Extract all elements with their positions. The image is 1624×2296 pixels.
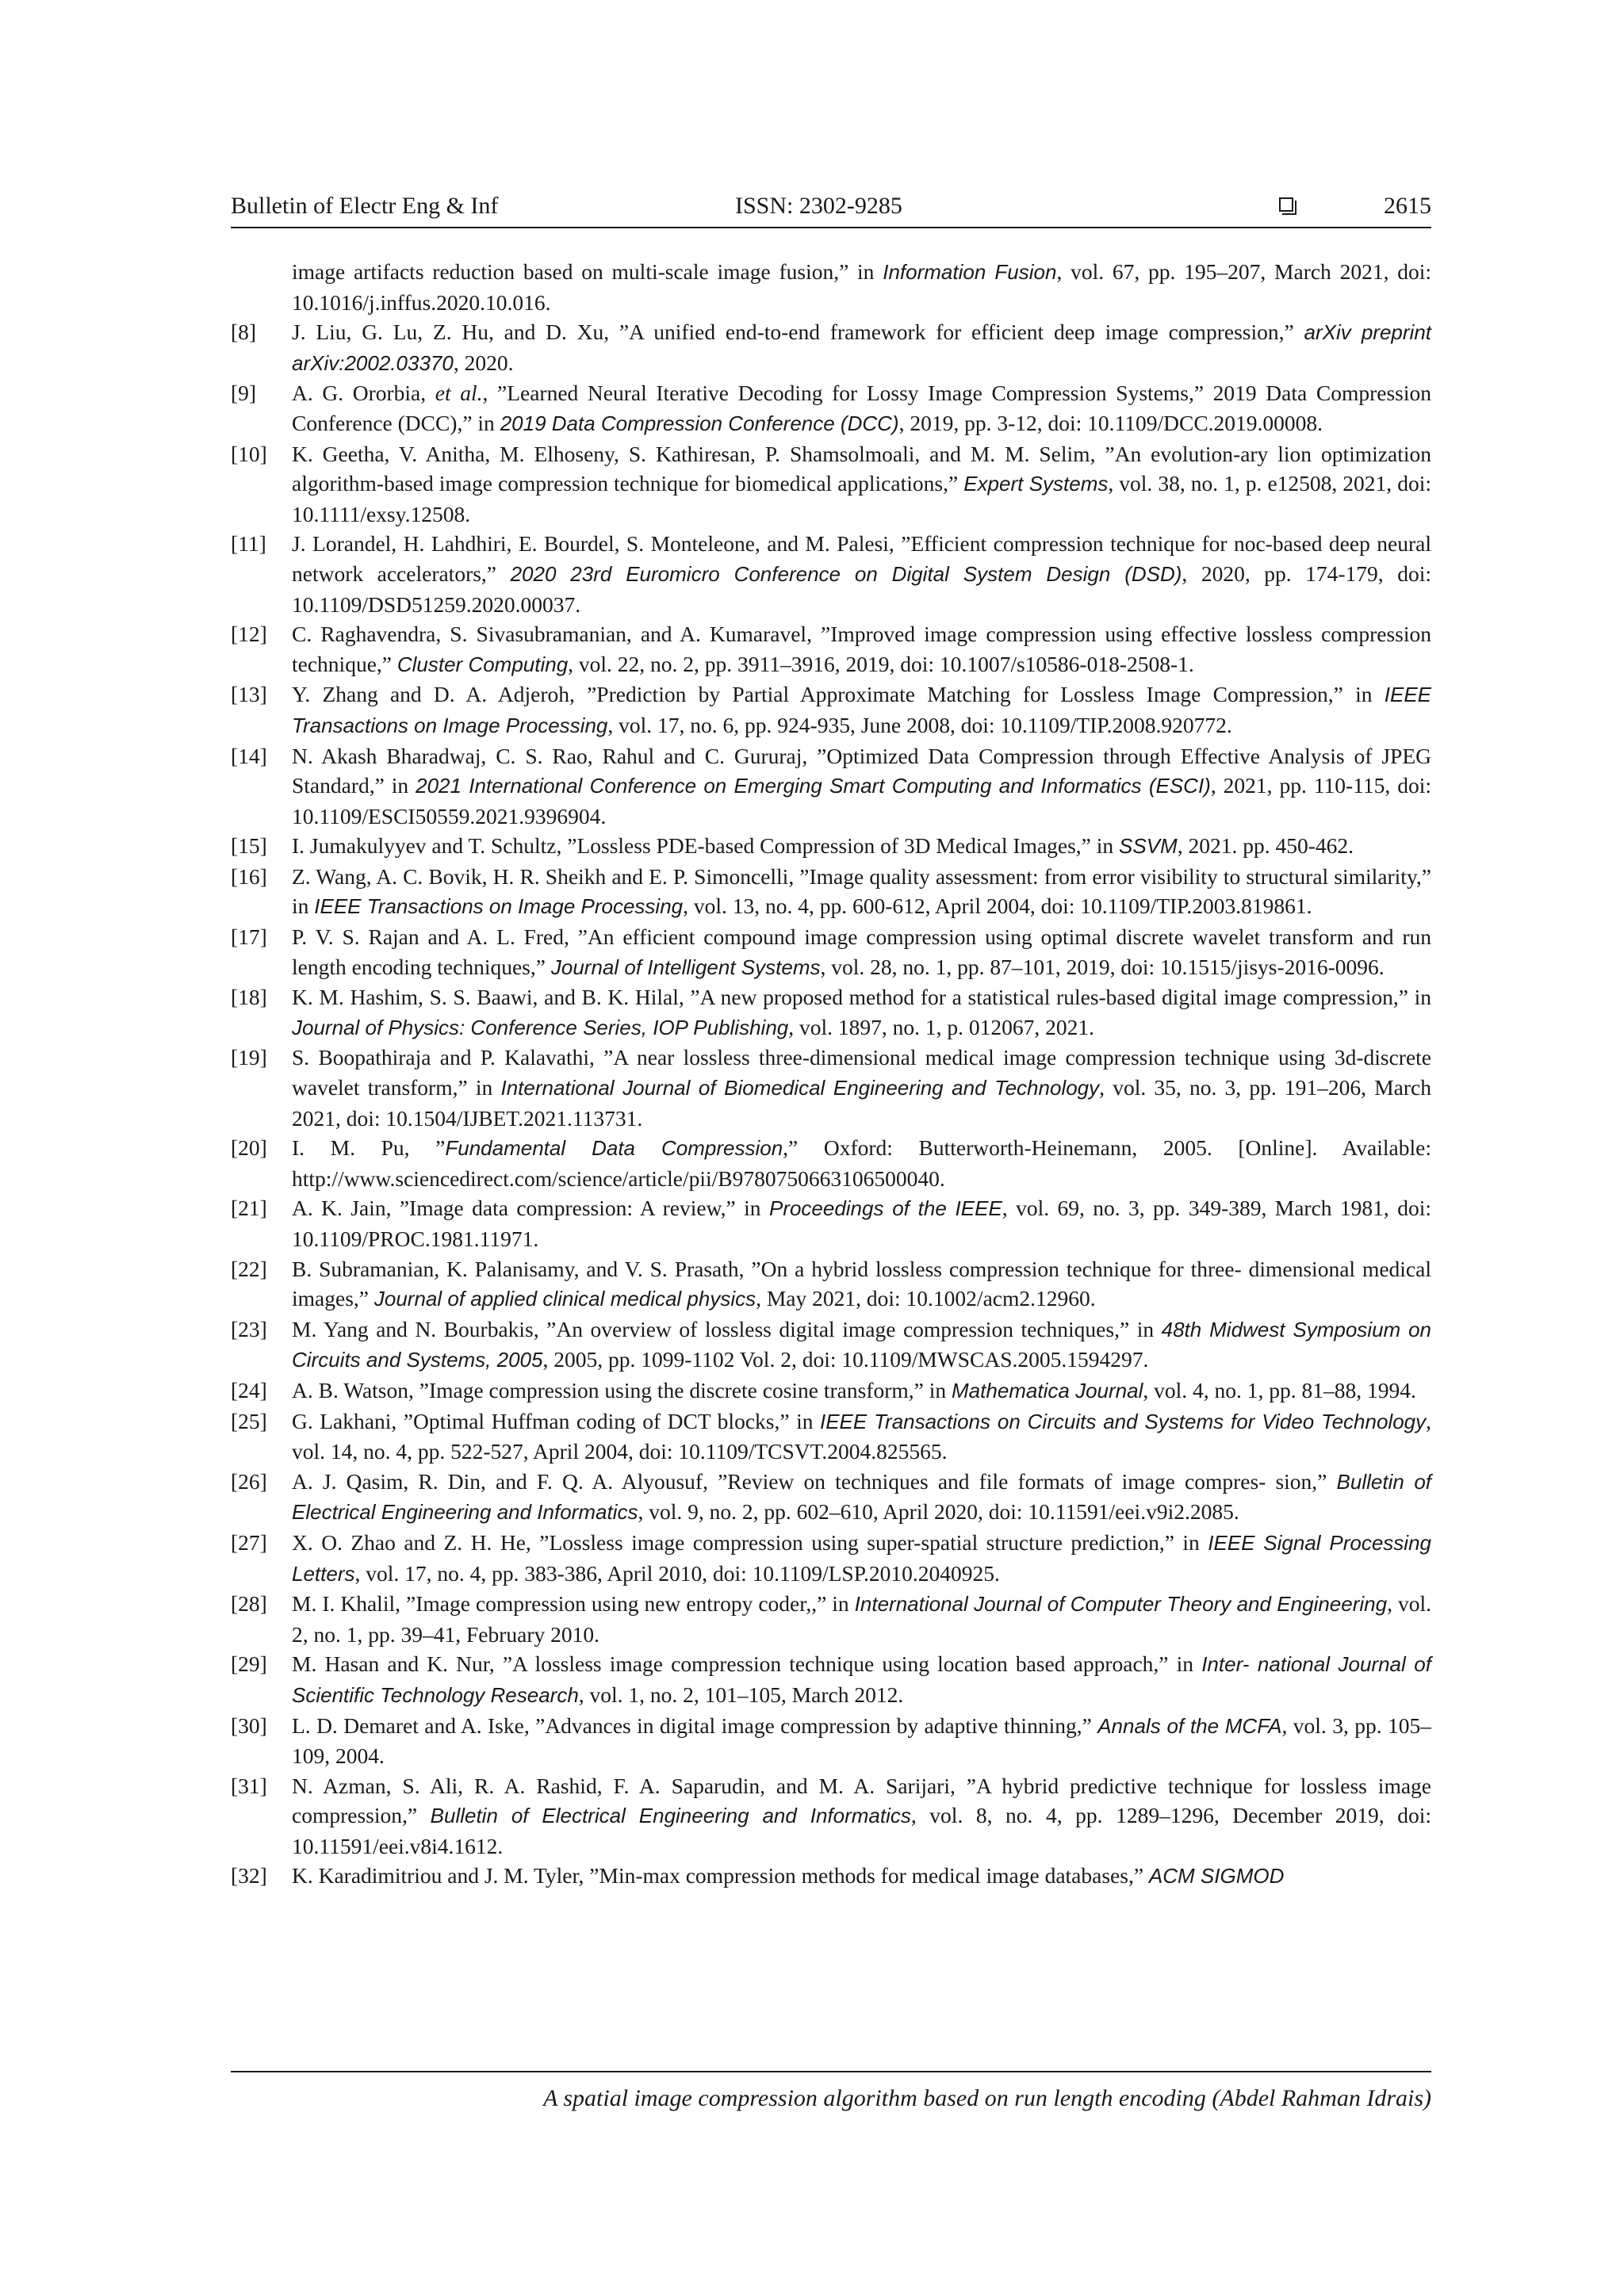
reference-18 bbox=[231, 982, 1431, 1043]
reference-list bbox=[231, 257, 1431, 1892]
reference-26 bbox=[231, 1467, 1431, 1528]
reference-20 bbox=[231, 1133, 1431, 1193]
reference-venue: Information Fusion bbox=[883, 260, 1057, 284]
reference-text: M. Hasan and K. Nur, ”A lossless image compression technique using location based approach,” in bbox=[292, 1651, 1202, 1677]
reference-venue: IEEE Transactions on Circuits and Systems for Video Technology bbox=[819, 1409, 1427, 1433]
reference-text: , vol. 35, no. 3, pp. 191–206, March 2021, doi: 10.1504/IJBET.2021.113731. bbox=[292, 1075, 1431, 1131]
reference-14 bbox=[231, 741, 1431, 832]
reference-text: N. Azman, S. Ali, R. A. Rashid, F. A. Saparudin, and M. A. Sarijari, ”A hybrid predictive technique for lossless image compression,” bbox=[292, 1773, 1431, 1828]
reference-number: [16] bbox=[231, 863, 267, 889]
reference-number: [14] bbox=[231, 743, 267, 768]
reference-19 bbox=[231, 1043, 1431, 1133]
reference-number: [29] bbox=[231, 1651, 267, 1677]
reference-venue: 48th Midwest Symposium on Circuits and Systems, 2005 bbox=[292, 1317, 1431, 1372]
reference-text: , May 2021, doi: 10.1002/acm2.12960. bbox=[756, 1286, 1096, 1311]
reference-text: image artifacts reduction based on multi-scale image fusion,” in bbox=[292, 259, 883, 284]
reference-venue: Annals of the MCFA bbox=[1097, 1713, 1282, 1738]
reference-text: P. V. S. Rajan and A. L. Fred, ”An efficient compound image compression using optimal discrete wavelet transform and run length encoding techniques,” bbox=[292, 924, 1431, 979]
reference-number: [23] bbox=[231, 1316, 267, 1341]
reference-32 bbox=[231, 1861, 1431, 1892]
reference-venue: International Journal of Biomedical Engineering and Technology bbox=[500, 1076, 1100, 1100]
reference-text: K. Geetha, V. Anitha, M. Elhoseny, S. Kathiresan, P. Shamsolmoali, and M. M. Selim, ”An evolution-ary lion optimization algorithm-based image compression technique for biomedical applications,” bbox=[292, 441, 1431, 496]
reference-22 bbox=[231, 1254, 1431, 1314]
reference-text: , vol. 69, no. 3, pp. 349-389, March 1981, doi: 10.1109/PROC.1981.11971. bbox=[292, 1196, 1431, 1251]
reference-text: I. Jumakulyyev and T. Schultz, ”Lossless PDE-based Compression of 3D Medical Images,” in bbox=[292, 833, 1120, 859]
reference-text: , vol. 1897, no. 1, p. 012067, 2021. bbox=[788, 1014, 1094, 1039]
reference-text: M. I. Khalil, ”Image compression using new entropy coder,,” in bbox=[292, 1591, 855, 1617]
reference-number: [22] bbox=[231, 1256, 267, 1281]
reference-venue: Journal of Intelligent Systems bbox=[550, 955, 821, 979]
reference-text: , vol. 13, no. 4, pp. 600-612, April 2004, doi: 10.1109/TIP.2003.819861. bbox=[683, 894, 1312, 919]
reference-venue: IEEE Signal Processing Letters bbox=[292, 1530, 1431, 1586]
reference-number: [13] bbox=[231, 682, 267, 707]
reference-number: [26] bbox=[231, 1468, 267, 1494]
reference-text: A. K. Jain, ”Image data compression: A review,” in bbox=[292, 1196, 769, 1221]
reference-venue: Fundamental Data Compression bbox=[445, 1136, 783, 1161]
reference-text: G. Lakhani, ”Optimal Huffman coding of DCT blocks,” in bbox=[292, 1408, 820, 1433]
reference-text: K. M. Hashim, S. S. Baawi, and B. K. Hilal, ”A new proposed method for a statistical rules-based digital image compression,” in bbox=[292, 985, 1431, 1010]
reference-text: L. D. Demaret and A. Iske, ”Advances in digital image compression by adaptive thinning,” bbox=[292, 1712, 1098, 1738]
reference-venue: Bulletin of Electrical Engineering and Informatics bbox=[430, 1804, 911, 1828]
reference-continuation bbox=[292, 257, 1431, 317]
reference-venue: Journal of applied clinical medical physics bbox=[373, 1287, 756, 1311]
reference-venue: Expert Systems bbox=[963, 472, 1109, 496]
footer-rule bbox=[231, 2071, 1431, 2072]
reference-venue: Journal of Physics: Conference Series, IOP Publishing bbox=[292, 1015, 789, 1039]
reference-venue: 2020 23rd Euromicro Conference on Digital System Design (DSD) bbox=[510, 561, 1182, 586]
reference-text: ,” Oxford: Butterworth-Heinemann, 2005. [Online]. Available: http://www.sciencedirect.com/science/article/pii/B9780750663106500040. bbox=[292, 1135, 1431, 1191]
reference-28 bbox=[231, 1589, 1431, 1649]
reference-number: [27] bbox=[231, 1529, 267, 1555]
reference-text: , 2021, pp. 110-115, doi: 10.1109/ESCI50559.2021.9396904. bbox=[292, 773, 1431, 828]
reference-text: , vol. 3, pp. 105–109, 2004. bbox=[292, 1712, 1432, 1769]
reference-text: , vol. 4, no. 1, pp. 81–88, 1994. bbox=[1143, 1377, 1416, 1402]
reference-number: [20] bbox=[231, 1135, 267, 1161]
reference-number: [9] bbox=[231, 381, 257, 406]
reference-venue: ACM SIGMOD bbox=[1148, 1864, 1285, 1888]
reference-text: A. G. Ororbia, bbox=[292, 381, 435, 406]
reference-number: [19] bbox=[231, 1045, 267, 1070]
reference-29 bbox=[231, 1649, 1431, 1710]
reference-text: Z. Wang, A. C. Bovik, H. R. Sheikh and E. P. Simoncelli, ”Image quality assessment: from error visibility to structural similarity,” in bbox=[292, 863, 1431, 919]
reference-text: X. O. Zhao and Z. H. He, ”Lossless image compression using super-spatial structure prediction,” in bbox=[292, 1529, 1208, 1555]
reference-text: , 2020. bbox=[453, 350, 514, 375]
reference-venue: arXiv preprint arXiv:2002.03370 bbox=[292, 320, 1432, 375]
reference-venue: SSVM bbox=[1119, 834, 1178, 859]
running-title: A spatial image compression algorithm based on run length encoding (Abdel Rahman Idrais) bbox=[543, 2085, 1431, 2111]
reference-text: A. J. Qasim, R. Din, and F. Q. A. Alyousuf, ”Review on techniques and file formats of image compres- sion,” bbox=[292, 1468, 1337, 1494]
header-rule bbox=[231, 227, 1431, 228]
reference-number: [8] bbox=[231, 320, 257, 345]
reference-text: , vol. 67, pp. 195–207, March 2021, doi: 10.1016/j.inffus.2020.10.016. bbox=[292, 259, 1431, 315]
reference-text: A. B. Watson, ”Image compression using the discrete cosine transform,” in bbox=[292, 1377, 952, 1402]
reference-text: J. Liu, G. Lu, Z. Hu, and D. Xu, ”A unified end-to-end framework for efficient deep image compression,” bbox=[292, 320, 1304, 345]
reference-23 bbox=[231, 1314, 1431, 1376]
reference-text: , vol. 22, no. 2, pp. 3911–3916, 2019, doi: 10.1007/s10586-018-2508-1. bbox=[568, 651, 1194, 676]
reference-17 bbox=[231, 922, 1431, 982]
reference-31 bbox=[231, 1771, 1431, 1862]
page-header bbox=[231, 190, 1431, 228]
reference-text: Y. Zhang and D. A. Adjeroh, ”Prediction by Partial Approximate Matching for Lossless Image Compression,” in bbox=[292, 682, 1385, 707]
reference-text: , 2019, pp. 3-12, doi: 10.1109/DCC.2019.00008. bbox=[898, 410, 1323, 435]
reference-text: , vol. 17, no. 4, pp. 383-386, April 2010, doi: 10.1109/LSP.2010.2040925. bbox=[354, 1560, 1000, 1586]
reference-number: [32] bbox=[231, 1863, 267, 1888]
reference-text: , 2005, pp. 1099-1102 Vol. 2, doi: 10.1109/MWSCAS.2005.1594297. bbox=[542, 1347, 1149, 1372]
reference-12 bbox=[231, 619, 1431, 679]
reference-13 bbox=[231, 679, 1431, 740]
reference-text: , vol. 38, no. 1, p. e12508, 2021, doi: 10.1111/exsy.12508. bbox=[292, 471, 1431, 526]
reference-number: [10] bbox=[231, 441, 267, 466]
page-number: 2615 bbox=[1384, 193, 1431, 219]
reference-venue: IEEE Transactions on Image Processing bbox=[292, 683, 1431, 737]
reference-text: , vol. 17, no. 6, pp. 924-935, June 2008, doi: 10.1109/TIP.2008.920772. bbox=[607, 712, 1232, 737]
reference-11 bbox=[231, 529, 1431, 619]
reference-24 bbox=[231, 1376, 1431, 1406]
reference-21 bbox=[231, 1193, 1431, 1253]
reference-venue: Proceedings of the IEEE bbox=[768, 1196, 1002, 1221]
reference-text: M. Yang and N. Bourbakis, ”An overview of lossless digital image compression techniques,” in bbox=[292, 1316, 1162, 1341]
reference-10 bbox=[231, 439, 1431, 530]
reference-text: K. Karadimitriou and J. M. Tyler, ”Min-max compression methods for medical image databases,” bbox=[292, 1863, 1149, 1888]
reference-number: [17] bbox=[231, 924, 267, 950]
reference-text: C. Raghavendra, S. Sivasubramanian, and A. Kumaravel, ”Improved image compression using effective lossless compression technique,” bbox=[292, 622, 1431, 676]
reference-text: , vol. 8, no. 4, pp. 1289–1296, December 2019, doi: 10.11591/eei.v8i4.1612. bbox=[292, 1803, 1431, 1858]
reference-8 bbox=[231, 317, 1431, 378]
reference-text: S. Boopathiraja and P. Kalavathi, ”A near lossless three-dimensional medical image compression technique using 3d-discrete wavelet transform,” in bbox=[292, 1045, 1431, 1100]
reference-venue: Inter- national Journal of Scientific Technology Research bbox=[292, 1652, 1431, 1707]
reference-9 bbox=[231, 378, 1431, 438]
reference-et-al: et al. bbox=[435, 381, 483, 406]
reference-text: , ”Learned Neural Iterative Decoding for Lossy Image Compression Systems,” 2019 Data Compression Conference (DCC),” in bbox=[292, 381, 1431, 435]
reference-number: [30] bbox=[231, 1712, 267, 1738]
reference-text: , vol. 14, no. 4, pp. 522-527, April 2004, doi: 10.1109/TCSVT.2004.825565. bbox=[292, 1408, 1431, 1464]
reference-16 bbox=[231, 862, 1431, 922]
reference-number: [12] bbox=[231, 622, 267, 647]
reference-venue: Mathematica Journal bbox=[952, 1378, 1143, 1402]
reference-venue: Bulletin of Electrical Engineering and Informatics bbox=[292, 1469, 1431, 1525]
reference-number: [21] bbox=[231, 1196, 267, 1221]
reference-venue: Cluster Computing bbox=[396, 652, 569, 676]
reference-25 bbox=[231, 1406, 1431, 1467]
reference-27 bbox=[231, 1528, 1431, 1589]
reference-30 bbox=[231, 1711, 1431, 1771]
reference-venue: 2019 Data Compression Conference (DCC) bbox=[500, 411, 899, 435]
reference-text: B. Subramanian, K. Palanisamy, and V. S. Prasath, ”On a hybrid lossless compression technique for three- dimensional medical images,” bbox=[292, 1256, 1431, 1311]
reference-text: , vol. 2, no. 1, pp. 39–41, February 2010. bbox=[292, 1591, 1431, 1647]
reference-number: [15] bbox=[231, 833, 267, 859]
reference-text: J. Lorandel, H. Lahdhiri, E. Bourdel, S. Monteleone, and M. Palesi, ”Efficient compression technique for noc-based deep neural network accelerators,” bbox=[292, 531, 1431, 586]
reference-number: [31] bbox=[231, 1773, 267, 1798]
reference-text: N. Akash Bharadwaj, C. S. Rao, Rahul and C. Gururaj, ”Optimized Data Compression through Effective Analysis of JPEG Standard,” in bbox=[292, 743, 1431, 798]
reference-15 bbox=[231, 831, 1431, 862]
reference-venue: 2021 International Conference on Emerging Smart Computing and Informatics (ESCI) bbox=[416, 774, 1211, 798]
reference-number: [28] bbox=[231, 1591, 267, 1617]
reference-text: , vol. 28, no. 1, pp. 87–101, 2019, doi: 10.1515/jisys-2016-0096. bbox=[820, 954, 1385, 979]
journal-name: Bulletin of Electr Eng & Inf bbox=[231, 193, 499, 219]
issn: ISSN: 2302-9285 bbox=[735, 193, 902, 219]
reference-number: [24] bbox=[231, 1377, 267, 1402]
reference-number: [11] bbox=[231, 531, 266, 557]
reference-venue: IEEE Transactions on Image Processing bbox=[314, 894, 684, 919]
reference-text: , vol. 1, no. 2, 101–105, March 2012. bbox=[578, 1682, 904, 1707]
reference-text: , 2021. pp. 450-462. bbox=[1177, 833, 1354, 859]
square-icon bbox=[1279, 197, 1293, 212]
reference-number: [18] bbox=[231, 985, 267, 1010]
reference-text: , 2020, pp. 174-179, doi: 10.1109/DSD51259.2020.00037. bbox=[292, 561, 1431, 617]
reference-number: [25] bbox=[231, 1408, 267, 1433]
reference-text: , vol. 9, no. 2, pp. 602–610, April 2020, doi: 10.11591/eei.v9i2.2085. bbox=[638, 1499, 1239, 1525]
reference-text: I. M. Pu, ” bbox=[292, 1135, 446, 1161]
reference-venue: International Journal of Computer Theory and Engineering bbox=[854, 1592, 1388, 1617]
